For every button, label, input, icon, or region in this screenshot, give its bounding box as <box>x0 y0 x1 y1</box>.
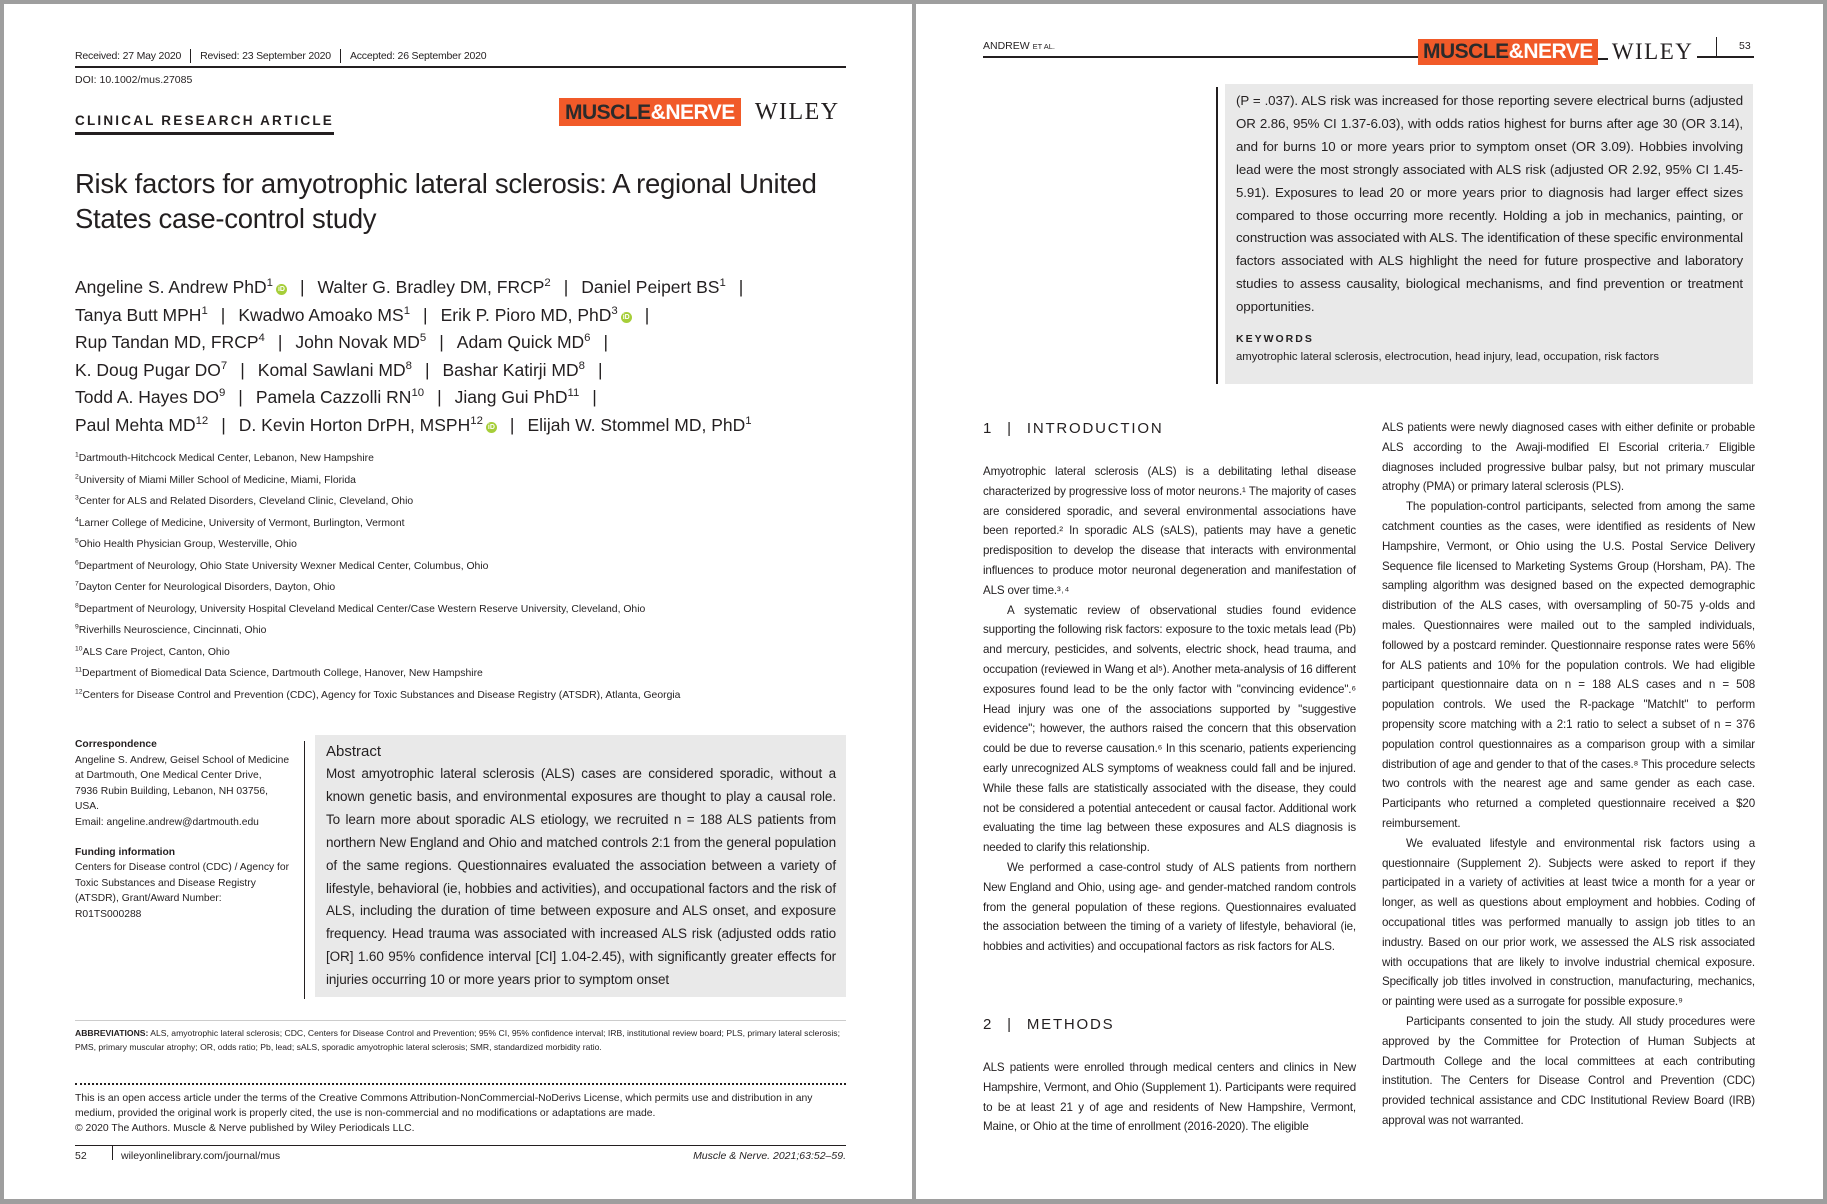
correspondence-address <box>75 753 305 831</box>
abstract-text: Most amyotrophic lateral sclerosis (ALS) cases are considered sporadic, without a known genetic basis, and environmental exposures are thought to play a causal role. To learn more about sporadic ALS etiology, we recruited n = 188 ALS patients from northern New England and Ohio and matched controls 2:1 from the general population of the same regions. Questionnaires evaluated the association between a variety of lifestyle, behavioral (ie, hobbies and activities), and occupational factors and the risk of ALS, including the duration of time between exposure and ALS onset, and exposure frequency. Head trauma was associated with increased ALS risk (adjusted odds ratio [OR] 1.60 95% confidence interval [CI] 1.04-2.45), with significantly greater effects for injuries occurring 10 or more years prior to symptom onset <box>326 766 836 988</box>
author-separator: | <box>437 387 442 407</box>
author-row <box>75 302 865 330</box>
author-separator: | <box>221 414 226 435</box>
affiliation-marker: 6 <box>584 332 591 345</box>
sidebar-divider <box>304 741 305 999</box>
page-number: 53 <box>1739 40 1751 52</box>
section-title: INTRODUCTION <box>1026 420 1164 437</box>
funding-line: Toxic Substances and Disease Registry <box>75 877 256 889</box>
abstract-bar <box>1216 87 1218 384</box>
affiliation-item: $^1$Dartmouth-Hitchcock Medical Center, Lebanon, New Hampshire <box>75 451 374 464</box>
article-type: CLINICAL RESEARCH ARTICLE <box>75 113 334 135</box>
author-name[interactable]: Jiang Gui PhD$^{11}$ <box>454 387 580 407</box>
abbreviations-label: ABBREVIATIONS: <box>75 1028 149 1038</box>
running-head-etal: ET AL. <box>1032 42 1055 51</box>
affiliation-marker: 1 <box>266 277 273 290</box>
running-head <box>983 40 1055 52</box>
revised-date: Revised: 23 September 2020 <box>190 49 340 63</box>
author-row <box>75 357 865 385</box>
muscle-nerve-logo <box>1418 39 1598 65</box>
wiley-logo: WILEY <box>754 98 840 125</box>
affiliation-number: 7 <box>75 580 79 588</box>
keywords-text: amyotrophic lateral sclerosis, electrocution, head injury, lead, occupation, risk factors <box>1236 351 1659 364</box>
funding-heading: Funding information <box>75 846 176 858</box>
author-separator: | <box>277 332 283 352</box>
author-name[interactable]: Pamela Cazzolli RN$^{10}$ <box>255 387 425 407</box>
author-name[interactable]: Kwadwo Amoako $MS^1$ <box>238 304 411 325</box>
license-divider <box>75 1083 846 1085</box>
affiliation-marker: 1 <box>745 414 752 427</box>
author-name[interactable]: John Novak $MD^5$ <box>295 332 427 352</box>
author-name[interactable]: Komal Sawlani $MD^8$ <box>257 359 412 380</box>
copyright-text: © 2020 The Authors. Muscle & Nerve published by Wiley Periodicals LLC. <box>75 1123 415 1134</box>
page-number: 52 <box>75 1150 87 1162</box>
author-separator: | <box>597 359 603 380</box>
affiliation-marker: 7 <box>220 359 228 372</box>
affiliation-marker: 1 <box>403 304 411 317</box>
affiliation-item: $^6$Department of Neurology, Ohio State University Wexner Medical Center, Columbus, Ohio <box>75 559 489 572</box>
methods-column <box>983 1058 1356 1137</box>
affiliation-number: 4 <box>75 516 79 524</box>
author-separator: | <box>738 277 744 297</box>
affiliation-number: 2 <box>75 473 79 481</box>
page-52 <box>4 4 912 1199</box>
article-title: Risk factors for amyotrophic lateral sclerosis: A regional United States case-control study <box>75 168 817 234</box>
paragraph: We evaluated lifestyle and environmental risk factors using a questionnaire (Supplement 2). Subjects were asked to report if they participated in a variety of activities at least twice a month for a year or longer, as well as questions about employment and hobbies. Coding of occupational titles was performed manually to assign job titles to an industry. Based on our prior work, we assessed the ALS risk associated with occupations that are likely to involve industrial chemical exposure. Specifically job titles involved in construction, manufacturing, mechanics, or painting were used as a surrogate for possible exposure.⁹ <box>1382 836 1755 1009</box>
correspondence-heading: Correspondence <box>75 739 157 750</box>
author-row <box>75 412 865 440</box>
received-date: Received: 27 May 2020 <box>75 50 182 62</box>
author-separator: | <box>509 414 515 435</box>
logo-text-nerve: &NERVE <box>1508 40 1593 63</box>
paragraph: ALS patients were enrolled through medical centers and clinics in New Hampshire, Vermont, and Ohio (Supplement 1). Participants were required to be at least 21 y of age and residents of New Hampshire, Vermont, Maine, or Ohio at the time of enrollment (2016-2020). The eligible <box>983 1061 1356 1134</box>
affiliation-item: $^{12}$Centers for Disease Control and Prevention (CDC), Agency for Toxic Substances and Disease Registry (ATSDR), Atlanta, Georgia <box>75 688 681 701</box>
page-number-divider <box>1716 37 1717 57</box>
affiliation-number: 10 <box>75 645 83 653</box>
abstract-continued-box <box>1225 84 1753 384</box>
paragraph: ALS patients were newly diagnosed cases with either definite or probable ALS according to the Awaji-modified El Escorial criteria.⁷ Eligible diagnoses included progressive bulbar palsy, but not primary muscular atrophy (PMA) or primary lateral sclerosis (PLS). <box>1382 421 1755 494</box>
author-name[interactable]: Erik P. Pioro MD, PhD$^3$iD <box>440 304 630 325</box>
affiliation-marker: 1 <box>719 277 726 290</box>
orcid-icon[interactable]: iD <box>487 423 495 431</box>
author-separator: | <box>299 277 305 297</box>
author-separator: | <box>563 277 569 297</box>
journal-url[interactable]: wileyonlinelibrary.com/journal/mus <box>121 1150 281 1162</box>
affiliation-number: 9 <box>75 623 79 631</box>
affiliation-marker: 10 <box>411 387 425 400</box>
footer-divider <box>112 1146 113 1160</box>
muscle-nerve-logo <box>559 98 741 126</box>
affiliation-item: $^8$Department of Neurology, University Hospital Cleveland Medical Center/Case Western Reserve University, Cleveland, Ohio <box>75 602 646 615</box>
license-text: This is an open access article under the terms of the Creative Commons Attribution-NonCommercial-NoDerivs License, which permits use and distribution in any medium, provided the original work is properly cited, the use is non-commercial and no modifications or adaptations are made. <box>75 1093 813 1119</box>
affiliation-marker: 4 <box>258 332 265 345</box>
author-separator: | <box>238 387 243 407</box>
affiliation-item: $^5$Ohio Health Physician Group, Westerville, Ohio <box>75 537 297 550</box>
correspondence-line: USA. <box>75 801 100 813</box>
article-dates <box>75 49 495 63</box>
author-separator: | <box>424 359 430 380</box>
author-name[interactable]: Elijah W. Stommel MD, PhD$^1$ <box>527 414 752 435</box>
affiliation-number: 11 <box>75 666 83 674</box>
journal-citation: Muscle & Nerve. 2021;63:52–59. <box>693 1150 846 1162</box>
affiliation-marker: 5 <box>419 332 427 345</box>
abstract-heading: Abstract <box>326 743 382 760</box>
author-separator: | <box>592 387 597 407</box>
section-number: 2 <box>983 1016 994 1033</box>
paragraph: The population-control participants, selected from among the same catchment counties as the cases, were identified as residents of New Hampshire, Vermont, or Ohio using the U.S. Postal Service Delivery Sequence file licensed to Marketing Systems Group (Horsham, PA). The sampling algorithm was designed based on the expected demographic distribution of the ALS cases, with oversampling of 50-75 y-olds and males. Questionnaires were mailed out to the sampled individuals, followed by a postcard reminder. Questionnaire response rates were 56% for ALS patients and 10% for the population controls. We had eligible participant questionnaire data on n = 188 ALS cases and n = 508 population controls. We used the R-package "MatchIt" to perform propensity score matching with a 2:1 ratio to select a subset of n = 376 population control questionnaires as a comparison group with a similar distribution of age and gender to that of the cases.⁸ This procedure selects two controls with the nearest age and same gender as each case. Participants who returned a completed questionnaire received a $20 reimbursement. <box>1382 500 1755 830</box>
introduction-column <box>983 462 1356 957</box>
logo-text-nerve: &NERVE <box>650 101 735 124</box>
affiliation-marker: 12 <box>195 414 209 427</box>
affiliation-marker: 11 <box>567 387 580 400</box>
doi[interactable]: DOI: 10.1002/mus.27085 <box>75 74 193 86</box>
author-row <box>75 274 865 302</box>
paragraph: We performed a case-control study of ALS patients from northern New England and Ohio, using age- and gender-matched random controls from the general population of these regions. Questionnaires evaluated the association between the timing of a variety of lifestyle, behavioral (ie, hobbies and activities) and occupational factors as risk factors for ALS. <box>983 860 1356 954</box>
affiliations-list <box>75 448 680 706</box>
author-separator: | <box>423 304 428 325</box>
wiley-logo: WILEY <box>1608 39 1698 65</box>
author-list <box>75 274 865 439</box>
author-name[interactable]: Angeline S. Andrew PhD$^1$iD <box>75 277 285 297</box>
license-notice <box>75 1091 846 1136</box>
affiliation-marker: 2 <box>544 277 551 290</box>
logo-text-muscle: MUSCLE <box>565 101 651 124</box>
author-name[interactable]: Tanya Butt MPH$^1$ <box>75 304 208 325</box>
orcid-icon[interactable]: iD <box>277 286 285 293</box>
correspondence-line[interactable]: Email: angeline.andrew@dartmouth.edu <box>75 816 259 828</box>
author-name[interactable]: D. Kevin Horton DrPH, MSPH$^{12}$iD <box>238 414 495 435</box>
author-name[interactable]: Daniel Peipert $BS^1$ <box>581 277 726 297</box>
author-name[interactable]: Bashar Katirji $MD^8$ <box>442 359 585 380</box>
affiliation-marker: 8 <box>405 359 412 372</box>
author-row <box>75 384 865 412</box>
orcid-icon[interactable]: iD <box>622 313 630 321</box>
abbreviations-rule <box>75 1020 846 1021</box>
affiliation-item: $^2$University of Miami Miller School of Medicine, Miami, Florida <box>75 473 356 486</box>
correspondence-line: Angeline S. Andrew, Geisel School of Medicine <box>75 754 290 766</box>
funding-line: (ATSDR), Grant/Award Number: <box>75 893 222 905</box>
correspondence-line: 7936 Rubin Building, Lebanon, NH 03756, <box>75 785 268 797</box>
paragraph: Amyotrophic lateral sclerosis (ALS) is a debilitating lethal disease characterized by progressive loss of motor neurons.¹ The majority of cases are considered sporadic, and several environmental associations have been reported.² In sporadic ALS (sALS), patients may have a genetic predisposition to develop the disease that interacts with environmental influences to produce motor neuronal degeneration and manifestation of ALS over time.³˒⁴ <box>983 465 1356 597</box>
affiliation-item: $^9$Riverhills Neuroscience, Cincinnati, Ohio <box>75 623 267 636</box>
section-heading-methods <box>983 1016 1114 1033</box>
affiliation-marker: 12 <box>470 414 483 427</box>
author-separator: | <box>439 332 444 352</box>
section-separator: | <box>1007 1016 1013 1033</box>
affiliation-item: $^3$Center for ALS and Related Disorders, Cleveland Clinic, Cleveland, Ohio <box>75 494 414 507</box>
affiliation-marker: 3 <box>611 304 618 317</box>
journal-logo <box>559 98 840 126</box>
affiliation-item: $^{11}$Department of Biomedical Data Science, Dartmouth College, Hanover, New Hampshire <box>75 666 483 679</box>
affiliation-number: 8 <box>75 602 79 610</box>
paragraph: Participants consented to join the study. All study procedures were approved by the Committee for Protection of Human Subjects at Dartmouth College and the local committees at each contributing institution. The Centers for Disease Control and Prevention (CDC) provided technical assistance and CDC Institutional Review Board (IRB) approval was not warranted. <box>1382 1014 1755 1127</box>
author-name[interactable]: Paul Mehta MD$^{12}$ <box>75 414 209 435</box>
funding-line: Centers for Disease control (CDC) / Agency for <box>75 862 290 874</box>
section-separator: | <box>1007 420 1013 437</box>
journal-logo <box>1418 39 1697 65</box>
affiliation-marker: 9 <box>218 387 226 400</box>
affiliation-number: 1 <box>75 451 79 459</box>
abstract-box <box>315 735 846 997</box>
affiliation-number: 3 <box>75 494 79 502</box>
affiliation-marker: 8 <box>578 359 585 372</box>
author-separator: | <box>603 332 609 352</box>
abbreviations-text: ALS, amyotrophic lateral sclerosis; CDC, Centers for Disease Control and Prevention; 95% CI, 95% confidence interval; IRB, institutional review board; PLS, primary lateral sclerosis; PMS, primary muscular atrophy; OR, odds ratio; Pb, lead; sALS, sporadic amyotrophic lateral sclerosis; SMR, standardized morbidity ratio. <box>75 1028 840 1052</box>
abstract-continued-text: (P = .037). ALS risk was increased for those reporting severe electrical burns (adjusted OR 2.86, 95% CI 1.37-6.03), with odds ratios highest for burns after age 30 (OR 3.14), and for burns 10 or more years prior to symptom onset (OR 3.09). Hobbies involving lead were the most strongly associated with ALS risk (adjusted OR 2.92, 95% CI 1.45-5.91). Exposures to lead 20 or more years prior to diagnosis had larger effect sizes compared to those occurring more recently. Holding a job in mechanics, painting, or construction was associated with ALS. The identification of these specific environmental factors associated with ALS highlight the need for future prospective and laboratory studies to assess causality, biological mechanisms, and find prevention or treatment opportunities. <box>1236 93 1743 315</box>
section-title: METHODS <box>1026 1016 1115 1033</box>
affiliation-item: $^{10}$ALS Care Project, Canton, Ohio <box>75 645 230 658</box>
author-separator: | <box>220 304 226 325</box>
footer-rule <box>75 1145 846 1146</box>
affiliation-item: $^4$Larner College of Medicine, University of Vermont, Burlington, Vermont <box>75 516 405 529</box>
author-name[interactable]: Rup Tandan MD, FRCP$^4$ <box>75 332 265 352</box>
logo-text-muscle: MUSCLE <box>1423 40 1509 63</box>
author-name[interactable]: K. Doug Pugar $DO^7$ <box>75 359 228 380</box>
affiliation-marker: 1 <box>201 304 208 317</box>
page-53 <box>916 4 1823 1199</box>
affiliation-item: $^7$Dayton Center for Neurological Disorders, Dayton, Ohio <box>75 580 336 593</box>
author-name[interactable]: Adam Quick $MD^6$ <box>456 332 591 352</box>
affiliation-number: 5 <box>75 537 79 545</box>
header-rule <box>75 66 846 68</box>
author-name[interactable]: Todd A. Hayes $DO^9$ <box>75 387 226 407</box>
abbreviations <box>75 1026 846 1054</box>
author-separator: | <box>240 359 245 380</box>
affiliation-number: 6 <box>75 559 79 567</box>
keywords-heading: KEYWORDS <box>1236 333 1314 346</box>
author-separator: | <box>644 304 650 325</box>
author-row <box>75 329 865 357</box>
running-head-authors: ANDREW <box>983 40 1030 52</box>
section-number: 1 <box>983 420 994 437</box>
funding-line: R01TS000288 <box>75 908 142 920</box>
logo-connector <box>1598 58 1608 60</box>
correspondence-line: at Dartmouth, One Medical Center Drive, <box>75 770 262 782</box>
methods-right-column <box>1382 418 1755 1131</box>
paragraph: A systematic review of observational studies found evidence supporting the following risk factors: exposure to the toxic metals lead (Pb) and mercury, pesticides, and solvents, electric shock, head trauma, and occupation (reviewed in Wang et al⁵). Another meta-analysis of 16 different exposures found lead to be the only factor with "convincing evidence".⁶ Head injury was one of the associations supported by "suggestive evidence"; however, the authors raised the concern that this observation could be due to reverse causation.⁶ In this scenario, patients experiencing early unrecognized ALS symptoms of weakness could fall and be injured. While these falls are statistically associated with the disease, they could not be considered a potential antecedent or causal factor. Additional work evaluating the time lag between these exposures and ALS diagnosis is needed to clarify this relationship. <box>983 603 1356 855</box>
section-heading-introduction <box>983 420 1163 437</box>
affiliation-number: 12 <box>75 688 83 696</box>
funding-text <box>75 860 305 922</box>
accepted-date: Accepted: 26 September 2020 <box>340 49 495 63</box>
correspondence-block <box>75 737 305 923</box>
author-name[interactable]: Walter G. Bradley DM, FRCP$^2$ <box>317 277 551 297</box>
